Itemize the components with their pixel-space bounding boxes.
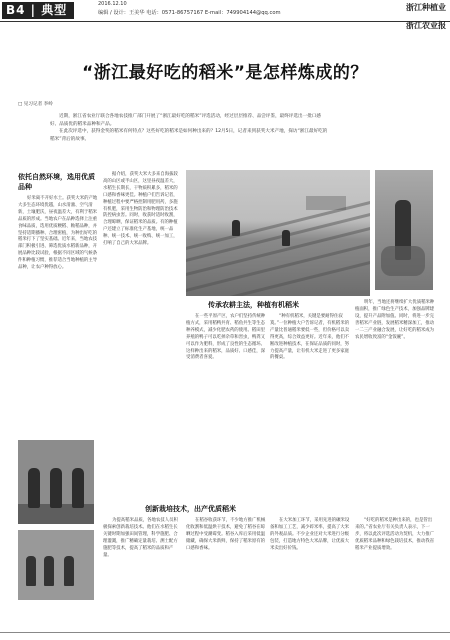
body-text: 在稻谷收获环节，不少地方推广机械化收割和低温烘干技术，避免了稻谷在晾晒过程中受潮霉变。稻谷入库后采用低温储藏，确保大米新鲜，保持了稻米原有的口感和香味。 (186, 518, 266, 551)
body-text: 据介绍，获奖大米大多来自海拔较高的山区或半山区，这里昼夜温差大，水稻生长期长，干物质积累多，稻米的口感和香味更佳。种植户们告诉记者，种植过程中要严格控制用肥用药，多施有机肥，采用生物防治和物理防治技术防控病虫害。同时，收获时适时收割，合理晾晒，保证稻米的品质。有的种植户还建立了标准化生产基地，统一品种、统一技术、统一收购、统一加工，打响了自己的大米品牌。 (103, 172, 178, 247)
lead-paragraphs (50, 113, 328, 143)
column-c3 (186, 314, 266, 362)
section-subhead: 依托自然环境，选用优质品种 (18, 173, 95, 191)
farmer-photo (375, 170, 433, 290)
issue-date: 2016.12.10 (98, 1, 127, 7)
body-text: “好吃的稻米是种出来的，也是管出来的。”省农业厅有关负责人表示，下一步，将以此次评选活动为契机，大力推广优质稻米品种和绿色栽培技术，推动我省稻米产业提质增效。 (355, 518, 435, 551)
body-text: 在大米加工环节，采用先进的碾米设备和加工工艺，减少碎米率，提高了大米的外观品质。不少企业还对大米进行分级包装，打造地方特色大米品牌，让优质大米卖出好价钱。 (270, 518, 350, 551)
harvest-photo (18, 440, 94, 524)
section-subhead: 传承农耕主法，种植有机稻米 (208, 301, 299, 309)
column-b3 (270, 518, 350, 553)
section-badge: B4 | 典型 (2, 2, 74, 19)
masthead (0, 0, 450, 30)
paper-logo: 浙江农业报 (406, 20, 446, 30)
column-b4 (355, 518, 435, 553)
column-left (18, 172, 100, 272)
page-divider (0, 632, 450, 633)
column-b2 (186, 518, 266, 553)
paper-name-block (406, 2, 446, 32)
editor-contact: 编辑 / 设计：王美华 电话：0571-86757167 E-mail：749904144@qq.com (98, 10, 281, 16)
body-text: 为提高稻米品质，各地农技人员积极探索创新栽培技术。他们在水稻生长关键时期加强田间管理，科学施肥、合理灌溉，推广精确定量栽培、测土配方施肥等技术，提高了稻米的品质和产量。 (103, 518, 178, 558)
workers-photo (18, 530, 94, 600)
section-subhead: 创新栽培技术，出产优质稻米 (145, 505, 236, 513)
field-photo (186, 170, 370, 296)
column-c5 (355, 300, 435, 341)
body-text: 明年，当地还将继续扩大优质稻米种植面积，推广绿色生产技术，加强品牌建设，提升产品附加值。同时，将进一步完善稻米产业链，发展稻米精深加工，推动一二三产业融合发展，让好吃的稻米成为农民增收致富的“金饭碗”。 (355, 300, 435, 340)
paper-section-name: 浙江种植业 (406, 3, 446, 12)
column-c4 (270, 314, 350, 362)
column-b1 (103, 518, 181, 559)
body-text: “种有机稻米，关键是要耐得住寂寞。”一位种植大户告诉记者，有机稻米的产量比普通稻米要低一些，但价格可以卖得更高，综合效益更好。近年来，他们不断改进种植技术，在保证品质的同时，努力提高产量，让有机大米走进了更多家庭的餐桌。 (270, 314, 350, 361)
byline: □ 见习记者 李岭 (18, 102, 53, 107)
article-headline: “浙江最好吃的稻米”是怎样炼成的？ (82, 63, 368, 83)
lead-paragraph: 在此次评选中，获得金奖的稻米有何特点？这些好吃的稻米是如何种出来的？12月5日，记者来到获奖大米产地，探访“浙江最好吃的稻米”背后的故事。 (50, 129, 328, 142)
lead-paragraph: 近期，浙江省农业厅联合各地农技推广部门开展了“浙江最好吃的稻米”评选活动，经过层层推荐、品尝评鉴，最终评选出一批口感好、品质优的稻米品种和产品。 (50, 114, 322, 127)
column-middle (103, 172, 181, 248)
body-text: 好米离不开好水土。获奖大米的产地大多生态环境优越，山水清澈、空气清新，土壤肥沃，昼夜温差大，有利于稻米品质的形成。当地农户在品种选择上注重食味品质，选用优质粳稻、籼稻品种，并坚持适期播种、合理密植，为种出好吃的稻米打下了坚实基础。近年来，当地农技部门积极引进、筛选优质水稻新品种，开展品种比较试验，根据不同区域的气候条件和种植习惯，推荐适合当地种植的主导品种，让农户种得放心。 (18, 196, 98, 271)
body-text: 在一些平原产区，农户们坚持传统种植方式，采用稻鸭共育、稻鱼共生等生态种养模式，减少化肥农药的使用。稻田里养殖的鸭子可以吃掉杂草和害虫，鸭粪又可以作为肥料，形成了良性的生态循环。这样种出来的稻米，品质好、口感佳，深受消费者喜爱。 (186, 314, 266, 361)
